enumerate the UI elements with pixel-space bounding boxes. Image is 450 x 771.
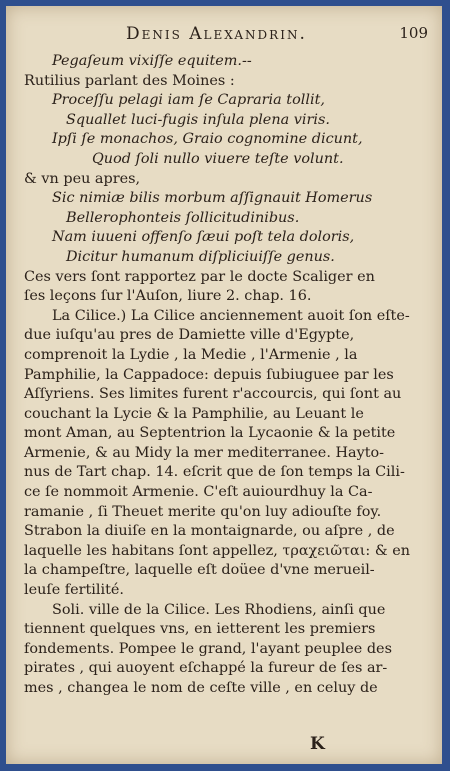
text-line: Squallet luci-fugis inſula plena viris. (66, 111, 330, 128)
text-line: Bellerophonteis ſollicitudinibus. (66, 209, 300, 226)
text-line: Soli. ville de la Cilice. Les Rhodiens, ainſi que (52, 601, 386, 618)
text-line: couchant la Lycie & la Pamphilie, au Leuant le (24, 405, 364, 422)
text-line: Proceſſu pelagi iam ſe Capraria tollit, (52, 92, 325, 109)
text-line: comprenoit la Lydie , la Medie , l'Armenie , la (24, 346, 358, 363)
running-title: Denis Alexandrin. (126, 24, 307, 44)
page-number: 109 (399, 24, 428, 42)
text-line: tiennent quelques vns, en ietterent les premiers (24, 621, 376, 638)
text-line: Ces vers ſont rapportez par le docte Scaliger en (24, 268, 375, 285)
text-line: nus de Tart chap. 14. eſcrit que de ſon temps la Cili- (24, 464, 405, 481)
text-line: laquelle les habitans ſont appellez, τραχειῶται: & en (24, 542, 410, 559)
body-text (24, 52, 434, 699)
text-line: Rutilius parlant des Moines : (24, 72, 235, 89)
text-line: Nam iuueni offenſo ſæui poſt tela doloris, (52, 229, 355, 246)
text-line: Dicitur humanum diſpliciuiſſe genus. (66, 248, 335, 265)
page-header (6, 24, 442, 44)
text-line: Pamphilie, la Cappadoce: depuis ſubiuguee par les (24, 366, 394, 383)
text-line: ſes leçons ſur l'Auſon, liure 2. chap. 16. (24, 288, 312, 305)
text-line: la champeſtre, laquelle eſt doüee d'vne merueil- (24, 562, 375, 579)
book-page (6, 6, 442, 764)
text-line: Quod ſoli nullo viuere teſte volunt. (92, 150, 344, 167)
text-line: Pegaſeum vixiſſe equitem.-- (52, 53, 252, 69)
text-line: Sic nimiæ bilis morbum aſſignauit Homerus (52, 190, 373, 207)
text-line: mes , changea le nom de ceſte ville , en celuy de (24, 680, 378, 696)
text-line: La Cilice.) La Cilice anciennement auoit ſon eſte- (52, 307, 410, 324)
text-line: Ipſi ſe monachos, Graio cognomine dicunt, (52, 131, 363, 148)
text-line: Armenie, & au Midy la mer mediterranee. Hayto- (24, 444, 385, 461)
catchword: K (310, 734, 325, 754)
text-line: & vn peu apres, (24, 170, 141, 187)
text-line: mont Aman, au Septentrion la Lycaonie & la petite (24, 425, 396, 442)
text-line: pirates , qui auoyent eſchappé la fureur de ſes ar- (24, 660, 388, 677)
text-line: due iuſqu'au pres de Damiette ville d'Egypte, (24, 327, 355, 344)
text-line: Aſſyriens. Ses limites furent r'accourcis, qui ſont au (24, 386, 402, 403)
text-line: leuſe fertilité. (24, 582, 124, 599)
text-line: Strabon la diuiſe en la montaignarde, ou aſpre , de (24, 523, 395, 540)
text-line: ce ſe nommoit Armenie. C'eſt auiourdhuy la Ca- (24, 484, 373, 501)
text-line: fondements. Pompee le grand, l'ayant peuplee des (24, 640, 392, 657)
text-line: ramanie , ſi Theuet merite qu'on luy adiouſte foy. (24, 503, 382, 520)
